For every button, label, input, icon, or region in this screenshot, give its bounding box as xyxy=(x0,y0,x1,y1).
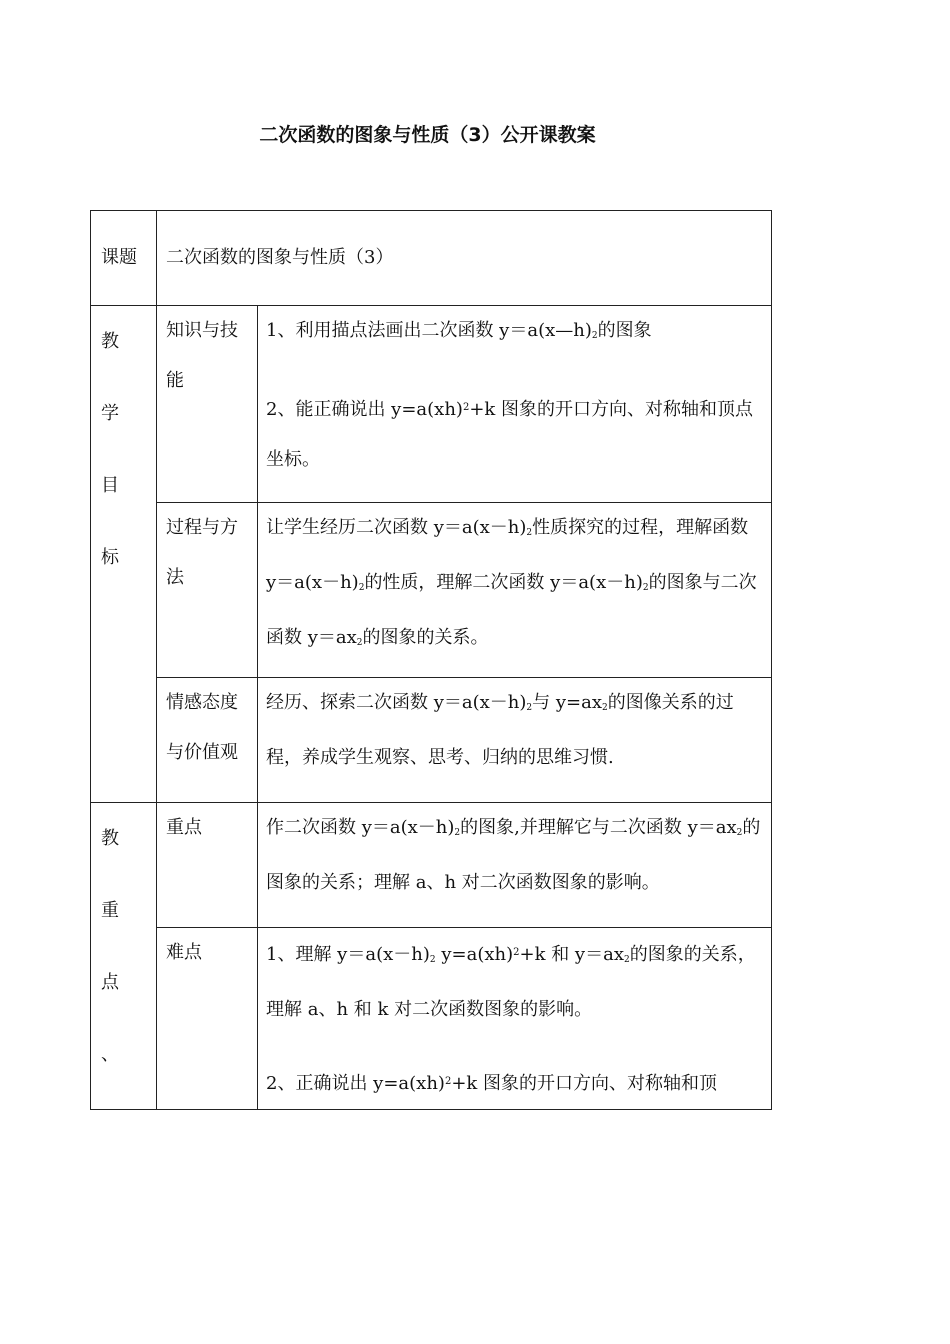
goals-label-char: 目 xyxy=(101,475,119,496)
difficult-point-label: 难点 xyxy=(157,928,258,1110)
goals-label-char: 标 xyxy=(101,547,119,568)
difficult-point-2: 2、正确说出 y=a(xh)$^2$+k 图象的开口方向、对称轴和顶 xyxy=(266,1073,718,1094)
keypoints-label-char: 重 xyxy=(101,900,119,921)
goals-emotion-row xyxy=(91,678,772,803)
knowledge-point-2: 2、能正确说出 y=a(xh)$^2$+k 图象的开口方向、对称轴和顶点坐标。 xyxy=(266,399,754,470)
keypoints-label-char: 、 xyxy=(101,1044,119,1065)
keypoints-label-char: 点 xyxy=(101,972,119,993)
keypoints-label-char: 教 xyxy=(101,828,119,849)
knowledge-content xyxy=(258,306,772,503)
goals-knowledge-row xyxy=(91,306,772,503)
keypoints-label xyxy=(91,803,157,1110)
difficult-point-content xyxy=(258,928,772,1110)
topic-label: 课题 xyxy=(91,211,157,306)
key-point-row xyxy=(91,803,772,928)
goals-label-char: 教 xyxy=(101,331,119,352)
page-title: 二次函数的图象与性质（3）公开课教案 xyxy=(259,124,596,146)
goals-process-row xyxy=(91,503,772,678)
topic-value: 二次函数的图象与性质（3） xyxy=(157,211,772,306)
key-point-content: 作二次函数 $y=a(x-h)_2$的图象,并理解它与二次函数 $y=ax_2$的图象的关系；理解 a、h 对二次函数图象的影响。 xyxy=(258,803,772,928)
process-label: 过程与方法 xyxy=(157,503,258,678)
topic-row xyxy=(91,211,772,306)
key-point-label: 重点 xyxy=(157,803,258,928)
knowledge-label: 知识与技能 xyxy=(157,306,258,503)
process-content: 让学生经历二次函数 $y=a(x-h)_2$性质探究的过程，理解函数 $y=a(x-h)_2$的性质，理解二次函数 $y=a(x-h)_2$的图象与二次函数 $y=ax_2$的图象的关系。 xyxy=(258,503,772,678)
goals-label-char: 学 xyxy=(101,403,119,424)
emotion-label: 情感态度与价值观 xyxy=(157,678,258,803)
lesson-plan-table xyxy=(90,210,772,1110)
emotion-content: 经历、探索二次函数 $y=a(x-h)_2$与 $y=ax_2$的图像关系的过程，养成学生观察、思考、归纳的思维习惯. xyxy=(258,678,772,803)
difficult-point-row xyxy=(91,928,772,1110)
difficult-point-1: 1、理解 $y=a(x-h)_2$ y=a(xh)$^2$+k 和 $y=ax_2$的图象的关系，理解 a、h 和 k 对二次函数图象的影响。 xyxy=(266,944,756,1020)
knowledge-point-1: 1、利用描点法画出二次函数 $y=a(x—h)_2$的图象 xyxy=(266,320,652,341)
goals-label xyxy=(91,306,157,803)
